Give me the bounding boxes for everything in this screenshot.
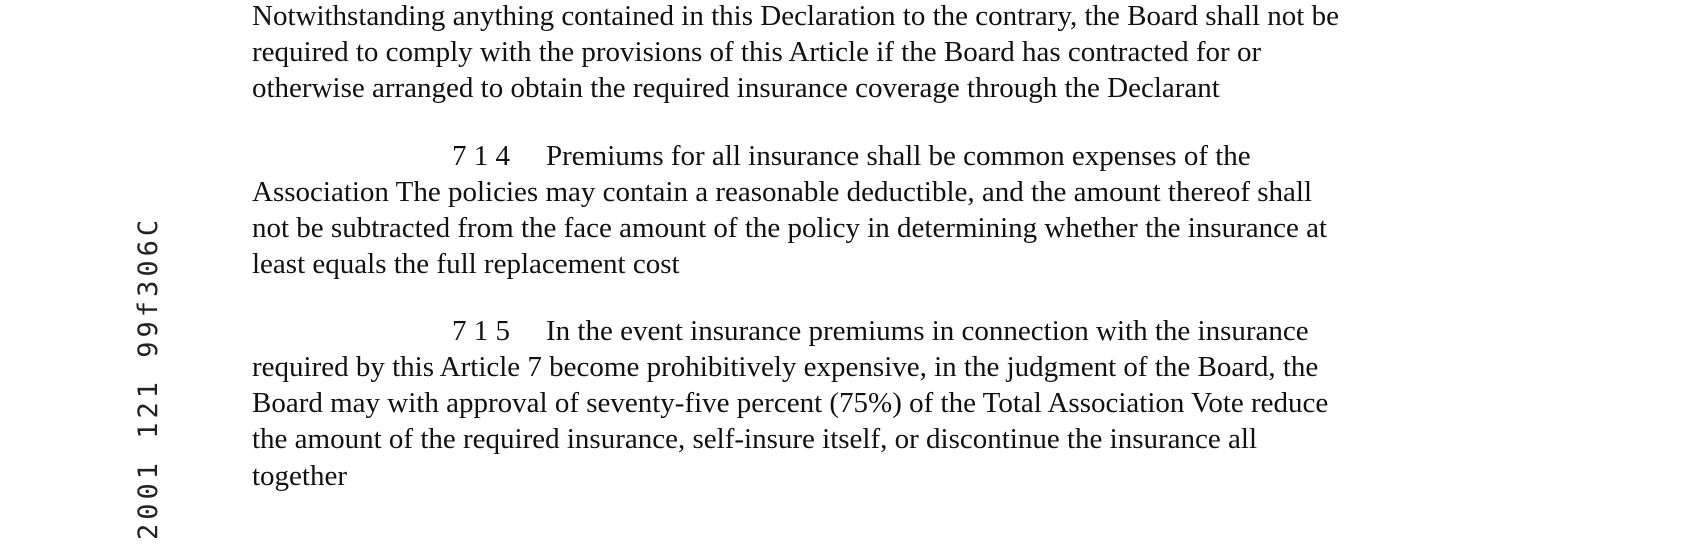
text-line: In the event insurance premiums in connection with the insurance xyxy=(546,315,1309,347)
text-line: the amount of the required insurance, self-insure itself, or discontinue the insurance all xyxy=(252,423,1258,455)
text-line: Association The policies may contain a reasonable deductible, and the amount thereof shall xyxy=(252,176,1313,208)
text-line: Notwithstanding anything contained in this Declaration to the contrary, the Board shall not be xyxy=(252,0,1339,32)
text-line: required by this Article 7 become prohibitively expensive, in the judgment of the Board, the xyxy=(252,351,1319,383)
section-number: 7 1 4 xyxy=(452,140,510,172)
section-first-line xyxy=(452,140,1251,172)
text-line: otherwise arranged to obtain the required insurance coverage through the Declarant xyxy=(252,72,1220,104)
text-line: Board may with approval of seventy-five percent (75%) of the Total Association Vote reduce xyxy=(252,387,1329,419)
text-line: least equals the full replacement cost xyxy=(252,248,680,280)
text-line: Premiums for all insurance shall be common expenses of the xyxy=(546,140,1251,172)
section-number: 7 1 5 xyxy=(452,315,510,347)
margin-recording-stamp: 2001 121 99f306C xyxy=(133,215,164,540)
text-line: together xyxy=(252,460,348,492)
text-line: not be subtracted from the face amount of the policy in determining whether the insurance at xyxy=(252,212,1328,244)
section-first-line xyxy=(452,315,1309,347)
text-line: required to comply with the provisions of this Article if the Board has contracted for or xyxy=(252,36,1262,68)
